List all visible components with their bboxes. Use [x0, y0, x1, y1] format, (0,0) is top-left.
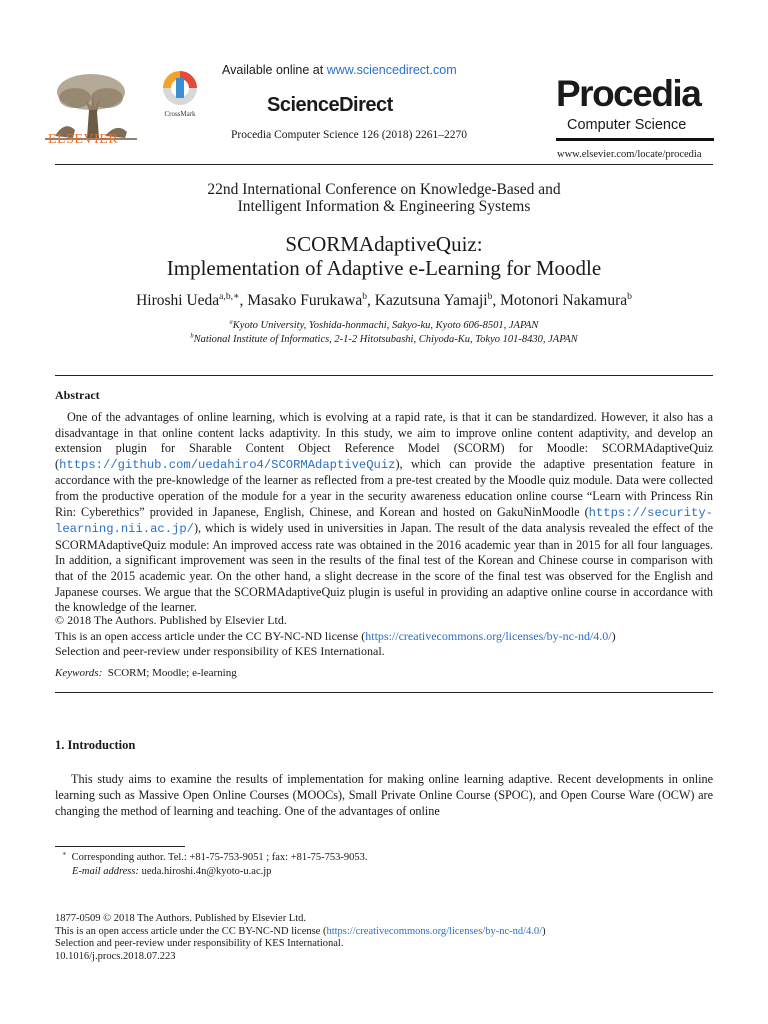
email-address[interactable]: ueda.hiroshi.4n@kyoto-u.ac.jp: [141, 866, 272, 877]
keywords-line: [55, 667, 237, 679]
header-divider: [55, 164, 713, 165]
journal-reference: Procedia Computer Science 126 (2018) 2261–2270: [231, 129, 468, 141]
procedia-subtitle: Computer Science: [567, 117, 687, 133]
conference-line-1: 22nd International Conference on Knowledge-Based and: [207, 181, 561, 198]
author-affiliation-mark: b: [487, 290, 493, 302]
security-learning-link[interactable]: https://security-learning.nii.ac.jp/: [55, 505, 713, 537]
paper-title-line-1: SCORMAdaptiveQuiz:: [285, 232, 483, 256]
author-affiliation-mark: b: [627, 290, 632, 302]
crossmark-label: CrossMark: [164, 110, 196, 118]
procedia-underline: [556, 138, 714, 141]
issn-block: [55, 913, 546, 963]
abstract-top-divider: [55, 375, 713, 376]
section-heading-introduction: 1. Introduction: [55, 738, 136, 752]
issn-license-link[interactable]: https://creativecommons.org/licenses/by-nc-nd/4.0/: [326, 925, 543, 937]
affiliation-b: $^b$National Institute of Informatics, 2-1-2 Hitotsubashi, Chiyoda-Ku, Tokyo 101-8430, JAPAN: [190, 332, 578, 345]
author-name: Hiroshi Ueda: [136, 292, 220, 309]
elsevier-wordmark: ELSEVIER: [48, 132, 119, 147]
license-link[interactable]: https://creativecommons.org/licenses/by-nc-nd/4.0/: [365, 628, 612, 643]
keywords-text: SCORM; Moodle; e-learning: [107, 667, 237, 679]
abstract-body: One of the advantages of online learning, which is evolving at a rapid rate, is that it can be standardized. However, it also has a disadvantage in that online content lacks adaptivity. In this study, we aim to improve online content adaptivity, and develop an extension plugin for Sharable Content Object Reference Model (SCORM) for Moodle: SCORMAdaptiveQuiz (https://github.com/uedahiro4/SCORMAdaptiveQuiz), which can provide the adaptive presentation feature in accordance with the pre-knowledge of the learner as reflected from a pre-test created by the Moodle quiz module. Data were collected from the productive operation of the module for a year in the security awareness education online course “Learn with Princess Rin Rin: Cyberethics” provided in Japanese, English, Chinese, and Korean and hosted on GakuNinMoodle (https://security-learning.nii.ac.jp/), which is widely used in universities in Japan. The result of the data analysis revealed the effect of the SCORMAdaptiveQuiz module: An improved access rate was obtained in the 2016 academic year than in 2015 for all four languages. In addition, a significant improvement was seen in the results of the final test of the Korean and Chinese course in comparison with that of the 2015 academic year. On the other hand, a slight decrease in the score of the final test was observed for the English and Japanese courses. We argue that the SCORMAdaptiveQuiz plugin is useful in providing an adaptive online course in accordance with the knowledge of the learner.: [55, 410, 713, 615]
crossmark-icon[interactable]: [158, 68, 202, 120]
copyright-line: © 2018 The Authors. Published by Elsevier Ltd.: [55, 613, 287, 627]
keywords-label: Keywords:: [55, 667, 103, 679]
email-footnote: E-mail address: ueda.hiroshi.4n@kyoto-u.ac.jp: [72, 866, 272, 877]
issn-license-line: This is an open access article under the CC BY-NC-ND license (https://creativecommons.org/licenses/by-nc-nd/4.0/): [55, 925, 546, 937]
author-name: Masako Furukawa: [247, 292, 363, 309]
conference-line-2: Intelligent Information & Engineering Systems: [237, 198, 531, 215]
author-affiliation-mark: a,b,∗: [219, 290, 240, 302]
author-list: Hiroshi Ueda$^{a,b,∗}$, Masako Furukawa$^b$, Kazutsuna Yamaji$^b$, Motonori Nakamura$^b$: [136, 290, 632, 309]
peer-review-line: Selection and peer-review under responsibility of KES International.: [55, 644, 385, 658]
issn-peer-review-line: Selection and peer-review under responsibility of KES International.: [55, 938, 344, 950]
sciencedirect-link[interactable]: www.sciencedirect.com: [326, 63, 457, 77]
issn-line: 1877-0509 © 2018 The Authors. Published by Elsevier Ltd.: [55, 913, 307, 924]
doi-line[interactable]: 10.1016/j.procs.2018.07.223: [55, 950, 176, 962]
procedia-url-link[interactable]: www.elsevier.com/locate/procedia: [557, 149, 702, 160]
license-line: This is an open access article under the CC BY-NC-ND license (https://creativecommons.org/licenses/by-nc-nd/4.0/): [55, 628, 616, 643]
author-name: Kazutsuna Yamaji: [374, 292, 488, 309]
sciencedirect-logo: ScienceDirect: [267, 94, 393, 116]
github-link[interactable]: https://github.com/uedahiro4/SCORMAdaptiveQuiz: [59, 457, 396, 472]
copyright-block: [55, 613, 713, 660]
paper-title-line-2: Implementation of Adaptive e-Learning for Moodle: [166, 256, 602, 280]
abstract-heading: Abstract: [55, 388, 100, 402]
abstract-bottom-divider: [55, 692, 713, 693]
author-name: Motonori Nakamura: [500, 292, 628, 309]
footnote-divider: [55, 846, 185, 847]
available-online-line: Available online at www.sciencedirect.com: [222, 63, 457, 77]
corresponding-author-footnote: ∗ Corresponding author. Tel.: +81-75-753-9051 ; fax: +81-75-753-9053.: [62, 850, 368, 863]
procedia-logo: Procedia: [556, 73, 701, 114]
introduction-body: This study aims to examine the results of implementation for making online learning adaptive. Recent developments in online learning such as Massive Open Online Courses (MOOCs), Small Private Online Course (SPOC), and Open Course Ware (OCW) are changing the method of learning and teaching. One of the advantages of online: [55, 772, 713, 818]
author-affiliation-mark: b: [362, 290, 368, 302]
affiliation-a: $^a$Kyoto University, Yoshida-honmachi, Sakyo-ku, Kyoto 606-8501, JAPAN: [229, 318, 539, 331]
